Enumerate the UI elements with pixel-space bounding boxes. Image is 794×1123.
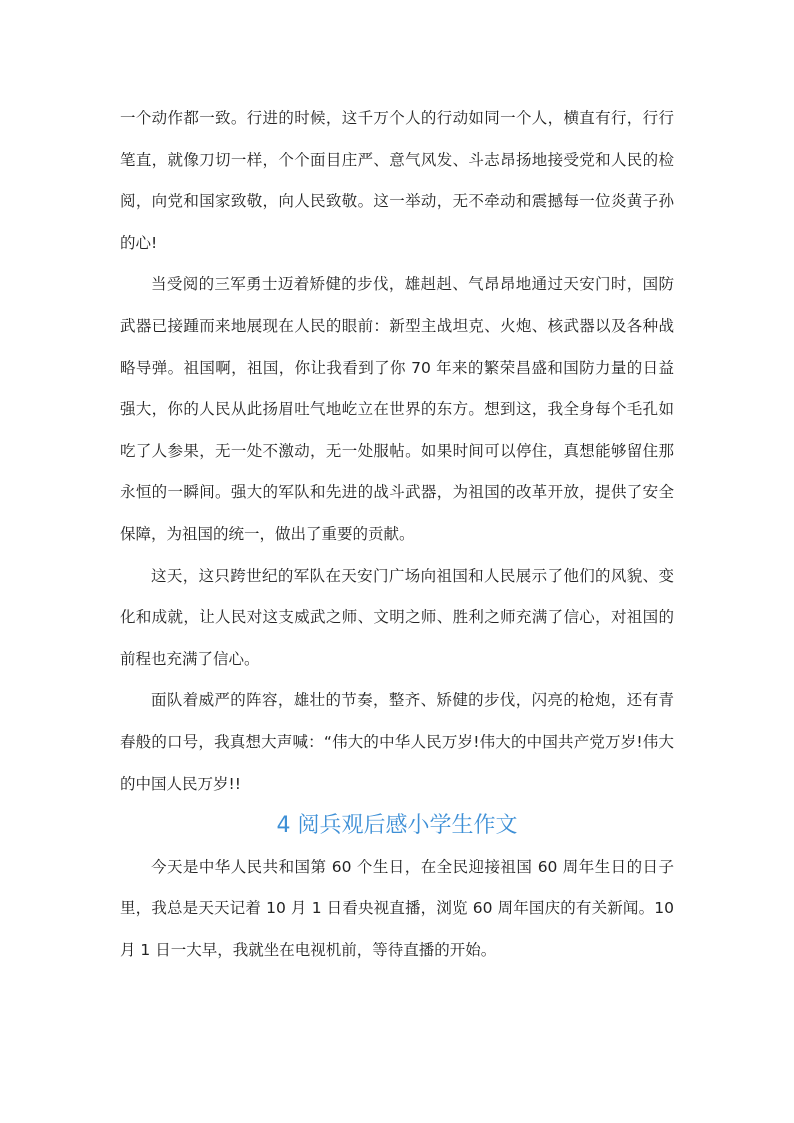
paragraph-2: 当受阅的三军勇士迈着矫健的步伐，雄赳赳、气昂昂地通过天安门时，国防武器已接踵而来地展现在人民的眼前：新型主战坦克、火炮、核武器以及各种战略导弹。祖国啊，祖国，你让我看到了你 70 年来的繁荣昌盛和国防力量的日益强大，你的人民从此扬眉吐气地屹立在世界的东方。想到这，我全身每个毛孔如吃了人参果，无一处不激动，无一处服帖。如果时间可以停住，真想能够留住那永恒的一瞬间。强大的军队和先进的战斗武器，为祖国的改革开放，提供了安全保障，为祖国的统一，做出了重要的贡献。: [120, 275, 674, 543]
paragraph-3: 这天，这只跨世纪的军队在天安门广场向祖国和人民展示了他们的风貌、变化和成就，让人民对这支威武之师、文明之师、胜利之师充满了信心，对祖国的前程也充满了信心。: [120, 566, 674, 668]
section-heading: 4 阅兵观后感小学生作文: [276, 813, 518, 839]
paragraph-5: 今天是中华人民共和国第 60 个生日，在全民迎接祖国 60 周年生日的日子里，我总是天天记着 10 月 1 日看央视直播，浏览 60 周年国庆的有关新闻。10 月 1 日一大早，我就坐在电视机前，等待直播的开始。: [120, 857, 674, 959]
paragraph-4: 面队着威严的阵容，雄壮的节奏，整齐、矫健的步伐，闪亮的枪炮，还有青春般的口号，我真想大声喊：“伟大的中华人民万岁!伟大的中国共产党万岁!伟大的中国人民万岁!!: [120, 691, 674, 793]
document-body: [120, 98, 674, 971]
paragraph-1: 一个动作都一致。行进的时候，这千万个人的行动如同一个人，横直有行，行行笔直，就像刀切一样，个个面目庄严、意气风发、斗志昂扬地接受党和人民的检阅，向党和国家致敬，向人民致敬。这一举动，无不牵动和震撼每一位炎黄子孙的心!: [120, 109, 674, 252]
